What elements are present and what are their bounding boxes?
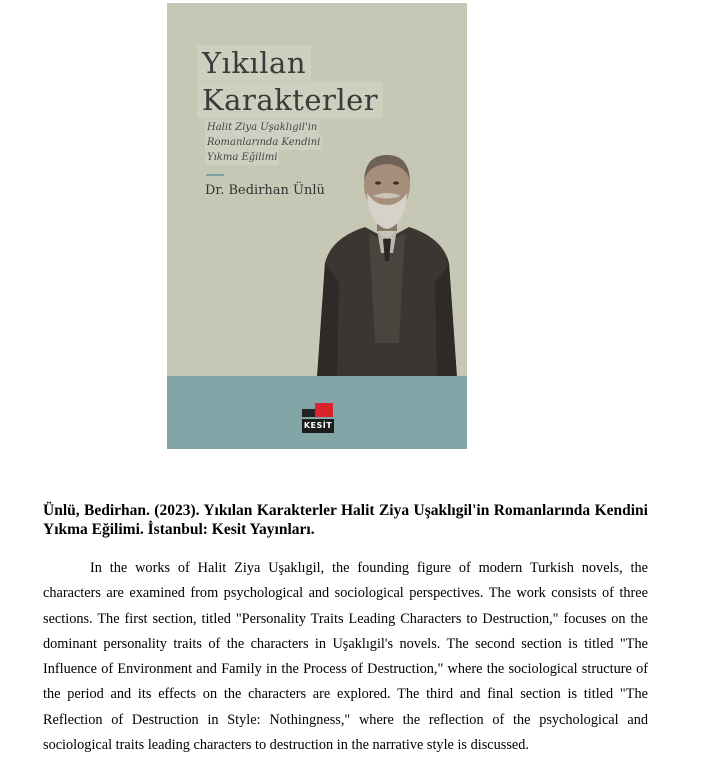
cover-title-line-1: Yıkılan: [197, 45, 311, 81]
portrait-arm-right: [435, 263, 457, 378]
cover-subtitle-line-3: Yıkma Eğilimi: [207, 152, 278, 163]
portrait-arm-left: [317, 263, 339, 378]
publisher-logo: [302, 403, 334, 435]
book-citation: Ünlü, Bedirhan. (2023). Yıkılan Karakterler Halit Ziya Uşaklıgil'in Romanlarında Kendini Yıkma Eğilimi. İstanbul: Kesit Yayınları.: [43, 502, 648, 538]
cover-subtitle-line-2: Romanlarında Kendini: [207, 137, 321, 148]
publisher-logo-red-block: [315, 403, 333, 417]
cover-divider: [206, 174, 224, 176]
publisher-logo-text: KESİT: [302, 419, 334, 433]
book-cover: [167, 3, 467, 449]
portrait-eye-left: [375, 181, 381, 184]
cover-subtitle-line-1: Halit Ziya Uşaklıgil'in: [207, 122, 318, 133]
cover-author: Dr. Bedirhan Ünlü: [205, 183, 325, 198]
book-abstract: In the works of Halit Ziya Uşaklıgil, the founding figure of modern Turkish novels, the characters are examined from psychological and sociological perspectives. The work consists of three sections. The first section, titled "Personality Traits Leading Characters to Destruction," focuses on the dominant personality traits of the characters in Uşaklıgil's novels. The second section is titled "The Influence of Environment and Family in the Process of Destruction," where the sociological structure of the period and its effects on the characters are explored. The third and final section is titled "The Reflection of Destruction in Style: Nothingness," where the reflection of the psychological and sociological traits leading characters to destruction in the narrative style is discussed.: [43, 560, 648, 754]
cover-title-line-2: Karakterler: [197, 82, 383, 118]
publisher-logo-black-block: [302, 409, 316, 417]
portrait-eye-right: [393, 181, 399, 184]
portrait-photo: [307, 143, 467, 378]
